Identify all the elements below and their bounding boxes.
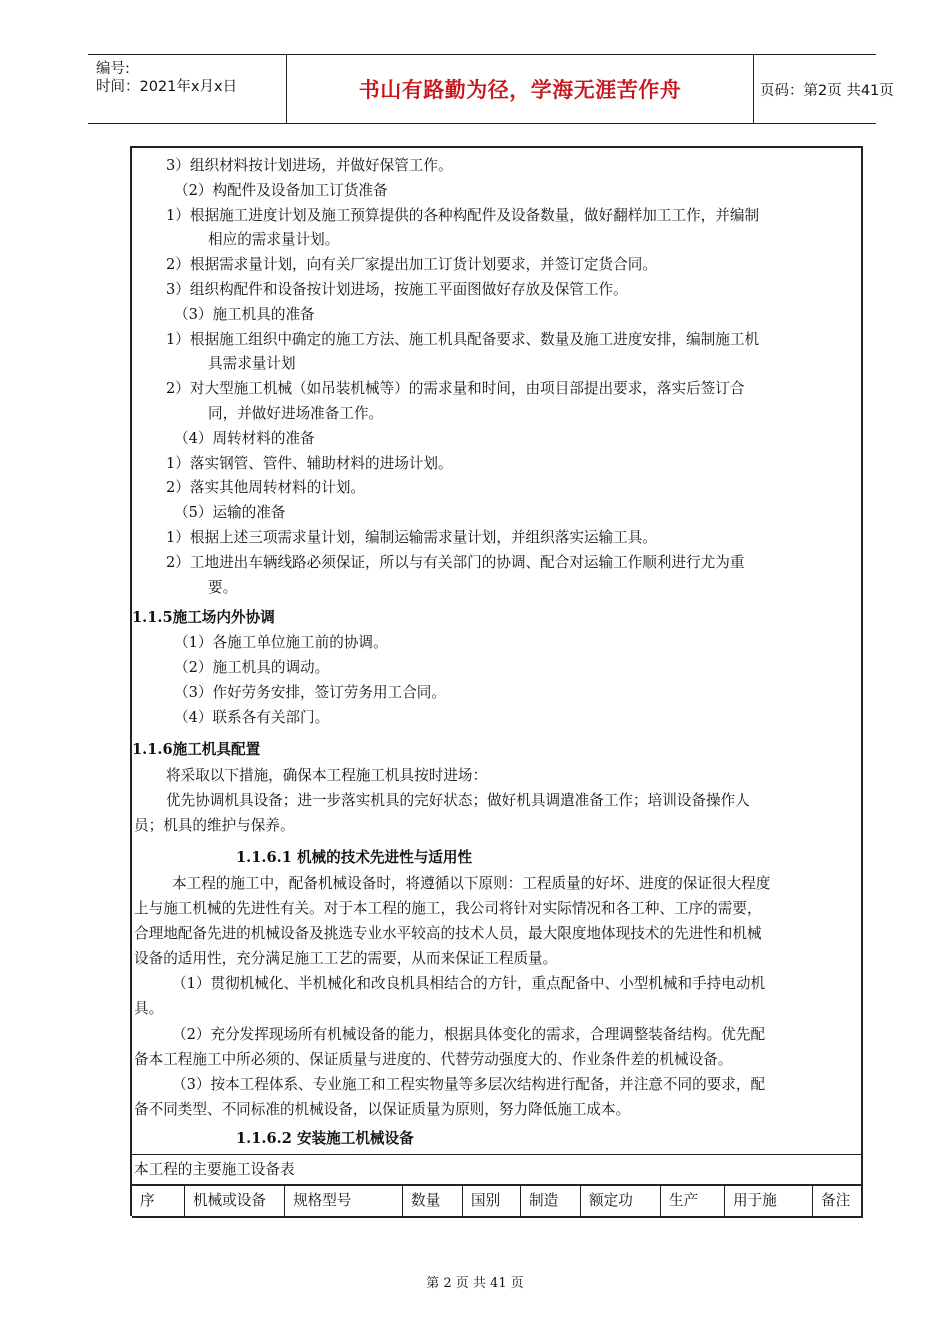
table-header-cell: 制造 bbox=[520, 1186, 580, 1216]
text-line: 1）根据施工进度计划及施工预算提供的各种构配件及设备数量，做好翻样加工工作，并编制 bbox=[166, 206, 760, 224]
text-line: （2）构配件及设备加工订货准备 bbox=[174, 181, 388, 199]
section-heading: 1.1.6.1 机械的技术先进性与适用性 bbox=[236, 849, 473, 866]
text-line: （1）贯彻机械化、半机械化和改良机具相结合的方针，重点配备中、小型机械和手持电动机 bbox=[172, 975, 766, 992]
table-header-cell: 数量 bbox=[402, 1186, 462, 1216]
text-line: （5）运输的准备 bbox=[174, 504, 286, 522]
text-line: 备本工程施工中所必须的、保证质量与进度的、代替劳动强度大的、作业条件差的机械设备。 bbox=[134, 1051, 733, 1068]
text-line: 2）对大型施工机械（如吊装机械等）的需求量和时间，由项目部提出要求，落实后签订合 bbox=[166, 380, 745, 398]
text-line: 相应的需求量计划。 bbox=[208, 231, 340, 249]
page-info: 页码：第2页 共41页 bbox=[760, 82, 894, 99]
text-line: 本工程的施工中，配备机械设备时，将遵循以下原则：工程质量的好坏、进度的保证很大程度 bbox=[172, 875, 771, 892]
text-line: 设备的适用性，充分满足施工工艺的需要，从而来保证工程质量。 bbox=[134, 950, 558, 967]
table-header-cell: 备注 bbox=[812, 1186, 863, 1216]
text-line: 将采取以下措施，确保本工程施工机具按时进场： bbox=[166, 767, 488, 784]
section-heading: 1.1.6施工机具配置 bbox=[132, 741, 261, 758]
header-left-cell bbox=[88, 55, 286, 123]
text-line: 同，并做好进场准备工作。 bbox=[208, 405, 384, 422]
text-line: 具需求量计划 bbox=[208, 355, 296, 373]
text-line: 上与施工机械的先进性有关。对于本工程的施工，我公司将针对实际情况和各工种、工序的需要， bbox=[134, 900, 762, 917]
table-header-cell: 序 bbox=[140, 1192, 155, 1209]
text-line: 优先协调机具设备；进一步落实机具的完好状态；做好机具调遣准备工作；培训设备操作人 bbox=[166, 792, 750, 809]
table-header-cell: 用于施 bbox=[724, 1186, 812, 1216]
text-line: （3）施工机具的准备 bbox=[174, 305, 315, 323]
time-label: 时间：2021年x月x日 bbox=[96, 79, 238, 95]
table-header-cell: 额定功 bbox=[580, 1186, 660, 1216]
text-line: 2）工地进出车辆线路必须保证，所以与有关部门的协调、配合对运输工作顺利进行尤为重 bbox=[166, 553, 745, 571]
table-header-cell: 国别 bbox=[462, 1186, 520, 1216]
table-header-cell: 规格型号 bbox=[284, 1186, 402, 1216]
text-line: 要。 bbox=[208, 578, 238, 596]
header-center-cell bbox=[286, 55, 754, 123]
text-line: 1）根据施工组织中确定的施工方法、施工机具配备要求、数量及施工进度安排，编制施工机 bbox=[166, 330, 760, 348]
text-line: 3）组织材料按计划进场，并做好保管工作。 bbox=[166, 157, 453, 174]
text-line: 2）落实其他周转材料的计划。 bbox=[166, 479, 366, 497]
text-line: 合理地配备先进的机械设备及挑选专业水平较高的技术人员，最大限度地体现技术的先进性和机械 bbox=[134, 925, 762, 942]
text-line: （1）各施工单位施工前的协调。 bbox=[174, 634, 388, 651]
text-line: （3）作好劳务安排，签订劳务用工合同。 bbox=[174, 684, 446, 701]
text-line: （2）充分发挥现场所有机械设备的能力，根据具体变化的需求，合理调整装备结构。优先配 bbox=[172, 1026, 766, 1043]
text-line: 员；机具的维护与保养。 bbox=[134, 817, 295, 834]
serial-label: 编号: bbox=[96, 61, 130, 77]
section-heading: 1.1.6.2 安装施工机械设备 bbox=[236, 1130, 414, 1147]
table-caption: 本工程的主要施工设备表 bbox=[134, 1161, 295, 1178]
table-header-cell: 机械或设备 bbox=[184, 1186, 284, 1216]
equipment-table-header bbox=[132, 1184, 863, 1218]
text-line: （2）施工机具的调动。 bbox=[174, 659, 330, 676]
text-line: 2）根据需求量计划，向有关厂家提出加工订货计划要求，并签订定货合同。 bbox=[166, 256, 657, 274]
page-header bbox=[88, 54, 894, 124]
text-line: （4）周转材料的准备 bbox=[174, 429, 315, 447]
text-line: （3）按本工程体系、专业施工和工程实物量等多层次结构进行配备，并注意不同的要求，配 bbox=[172, 1076, 766, 1093]
text-line: 1）落实钢管、管件、辅助材料的进场计划。 bbox=[166, 454, 453, 472]
content-box bbox=[130, 146, 863, 1216]
text-line: （4）联系各有关部门。 bbox=[174, 709, 330, 726]
text-line: 备不同类型、不同标准的机械设备，以保证质量为原则，努力降低施工成本。 bbox=[134, 1101, 631, 1118]
section-divider bbox=[132, 1154, 863, 1155]
page-footer: 第 2 页 共 41 页 bbox=[426, 1276, 524, 1291]
header-right-cell bbox=[752, 55, 894, 123]
motto: 书山有路勤为径，学海无涯苦作舟 bbox=[358, 77, 682, 102]
table-header-cell: 生产 bbox=[660, 1186, 724, 1216]
text-line: 3）组织构配件和设备按计划进场，按施工平面图做好存放及保管工作。 bbox=[166, 281, 628, 298]
section-heading: 1.1.5施工场内外协调 bbox=[132, 609, 275, 626]
text-line: 具。 bbox=[134, 1000, 164, 1017]
text-line: 1）根据上述三项需求量计划，编制运输需求量计划，并组织落实运输工具。 bbox=[166, 529, 657, 546]
